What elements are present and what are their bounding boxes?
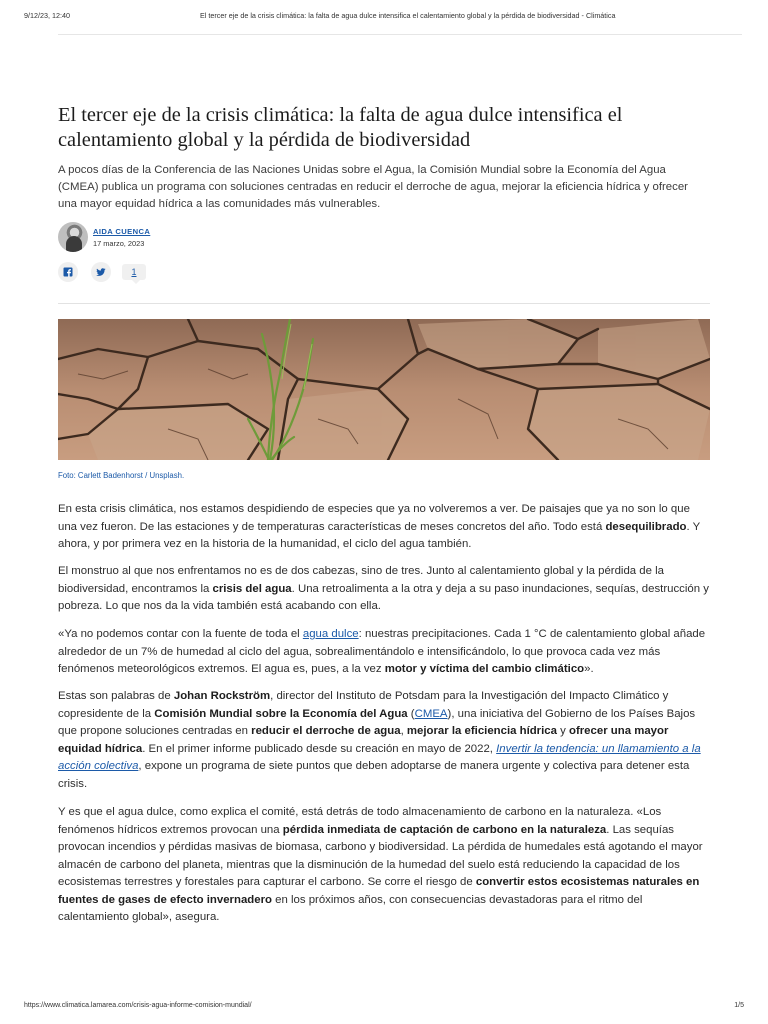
- top-divider: [58, 34, 742, 35]
- text-run: , expone un programa de siete puntos que deben adoptarse de manera urgente y colectiva para detener esta crisis.: [58, 760, 690, 790]
- image-caption: Foto: Carlett Badenhorst / Unsplash.: [58, 471, 185, 480]
- facebook-share-button[interactable]: [58, 262, 78, 282]
- author-avatar[interactable]: [58, 222, 88, 252]
- text-run: y: [556, 725, 569, 737]
- report-link[interactable]: Invertir la tendencia: un llamamiento a la acción colectiva: [58, 742, 701, 772]
- section-divider: [58, 303, 710, 304]
- text-run: «Ya no podemos contar con la fuente de toda el: [58, 628, 303, 640]
- bold-run: ofrecer una mayor equidad hídrica: [58, 725, 669, 755]
- print-page-number: 1/5: [734, 1002, 744, 1009]
- paragraph-3: [58, 626, 710, 679]
- text-run: . En el primer informe publicado desde su creación en mayo de 2022,: [142, 742, 497, 755]
- facebook-icon: [63, 267, 73, 277]
- cracked-soil-plant-image: [58, 319, 710, 460]
- text-run: ,: [400, 725, 407, 737]
- text-run: (: [407, 707, 415, 720]
- bold-run: mejorar la eficiencia hídrica: [406, 725, 557, 737]
- bold-run: convertir estos ecosistemas naturales en fuentes de gases de efecto invernadero: [58, 876, 700, 906]
- bold-run: desequilibrado: [605, 520, 687, 533]
- print-url: https://www.climatica.lamarea.com/crisis-agua-informe-comision-mundial/: [24, 1002, 252, 1009]
- bold-run: motor y víctima del cambio climático: [384, 663, 585, 675]
- publish-date: 17 marzo, 2023: [93, 239, 145, 248]
- author-name-link[interactable]: AIDA CUENCA: [93, 227, 151, 236]
- print-footer: [24, 1002, 744, 1012]
- text-run: En esta crisis climática, nos estamos despidiendo de especies que ya no volveremos a ver. De paisajes que ya no son lo que una vez fueron. De las estaciones y de temperaturas características de meses concretos del año. Todo está: [58, 503, 690, 533]
- bold-run: pérdida inmediata de captación de carbono en la naturaleza: [282, 823, 607, 836]
- print-header: [24, 11, 744, 23]
- article-title: El tercer eje de la crisis climática: la falta de agua dulce intensifica el calentamiento global y la pérdida de biodiversidad: [58, 104, 623, 151]
- text-run: : nuestras precipitaciones. Cada 1 °C de calentamiento global añade alrededor de un 7% de humedad al ciclo del agua, sobrealimentándolo e intensificándolo, lo que provoca cada vez más fenómenos meteorológicos extremos. El agua es, pues, a la vez: [58, 628, 706, 675]
- text-run: ), una iniciativa del Gobierno de los Países Bajos que propone soluciones centradas en: [58, 707, 696, 737]
- twitter-icon: [96, 267, 106, 277]
- text-run: Y es que el agua dulce, como explica el comité, está detrás de todo almacenamiento de carbono en la naturaleza. «Los fenómenos hídricos extremos provocan una: [58, 806, 662, 836]
- text-run: , director del Instituto de Potsdam para la Investigación del Impacto Climático y copresidente de la: [58, 690, 669, 720]
- paragraph-5: [58, 804, 710, 927]
- paragraph-4: [58, 688, 710, 793]
- article-lead: A pocos días de la Conferencia de las Naciones Unidas sobre el Agua, la Comisión Mundial sobre la Economía del Agua (CMEA) publica un programa con soluciones centradas en reducir el derroche de agua, mejorar la eficiencia hídrica y ofrecer una mayor equidad hídrica a las comunidades más vulnerables.: [58, 164, 688, 210]
- text-run: . Y ahora, y por primera vez en la historia de la humanidad, el ciclo del agua también.: [58, 520, 700, 550]
- comment-count-button[interactable]: 1: [122, 264, 146, 280]
- bold-run: crisis del agua: [212, 582, 292, 595]
- text-run: El monstruo al que nos enfrentamos no es de dos cabezas, sino de tres. Junto al calentamiento global y la pérdida de la biodiversidad, encontramos la: [58, 565, 664, 595]
- print-page-title: El tercer eje de la crisis climática: la falta de agua dulce intensifica el calentamiento global y la pérdida de biodiversidad - Climática: [200, 11, 616, 20]
- agua-dulce-link[interactable]: agua dulce: [302, 628, 359, 640]
- cmea-link[interactable]: CMEA: [414, 707, 448, 720]
- twitter-share-button[interactable]: [91, 262, 111, 282]
- text-run: . Las sequías provocan incendios y pérdidas masivas de biomasa, carbono y biodiversidad. La pérdida de humedales está agotando el mayor almacén de carbono del planeta, mientras que la disminución de la humedad del suelo está reduciendo la capacidad de los ecosistemas terrestres y forestales para capturar el carbono. Se corre el riesgo de: [58, 823, 703, 888]
- text-run: Estas son palabras de: [58, 690, 174, 702]
- bold-run: Comisión Mundial sobre la Economía del Agua: [154, 707, 408, 720]
- paragraph-2: [58, 563, 710, 616]
- hero-image-cracked-soil: [58, 319, 710, 460]
- text-run: ».: [584, 663, 594, 675]
- print-datetime: 9/12/23, 12:40: [24, 11, 70, 20]
- text-run: en los próximos años, con consecuencias devastadoras para el ritmo del calentamiento global», asegura.: [58, 893, 643, 923]
- text-run: . Una retroalimenta a la otra y deja a su paso inundaciones, sequías, destrucción y pobreza. Lo que nos da la vida también está acabando con ella.: [58, 582, 709, 612]
- bold-run: Johan Rockström: [173, 690, 271, 702]
- bold-run: reducir el derroche de agua: [251, 725, 401, 737]
- paragraph-1: [58, 501, 710, 554]
